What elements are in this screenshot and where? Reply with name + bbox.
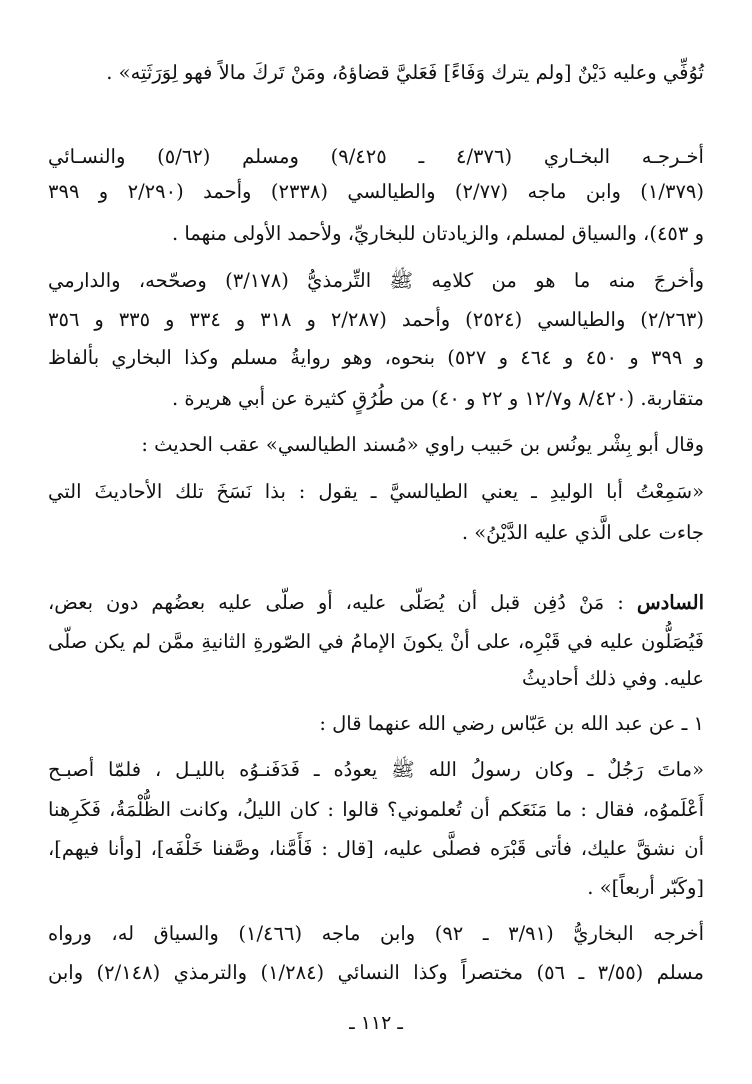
text-line: أن نشقَّ عليك، فأتى قَبْرَه فصلَّى عليه، [قال : فَأَمَّنا، وصَّفنا خَلْفَه]، [وأنا فيهم]، (48, 837, 704, 860)
text-line: جاءت على الَّذي عليه الدَّيْنُ» . (461, 521, 704, 544)
text-run: : مَنْ دُفِن قبل أن يُصَلّى عليه، أو صلّى عليه بعضُهم دون بعض، (48, 591, 637, 614)
text-line: [وكَبّر أربعاً]» . (587, 876, 704, 899)
section-lead-word: السادس (636, 591, 704, 614)
text-line: مسلم (٣/٥٥ ـ ٥٦) مختصراً وكذا النسائي (١/٢٨٤) والترمذي (٢/١٤٨) وابن (48, 961, 704, 984)
text-line: أخـرجـه البخـاري (٤/٣٧٦ ـ ٩/٤٢٥) ومسلم (٥/٦٢) والنسـائي (48, 145, 704, 168)
text-line: تُوُفِّي وعليه دَيْنٌ [ولم يترك وَفَاءً] فَعَليَّ قضاؤهُ، ومَنْ تَركَ مالاً فهو لِوَرَثَتِه» . (106, 61, 704, 84)
text-line: وأخرجَ منه ما هو من كلامِه ﷺ التِّرمذيُّ (٣/١٧٨) وصحّحه، والدارمي (48, 269, 704, 292)
text-line: ١ ـ عن عبد الله بن عَبّاس رضي الله عنهما قال : (319, 712, 704, 735)
text-line: فَيُصَلُّون عليه في قَبْرِه، على أنْ يكونَ الإمامُ في الصّورةِ الثانيةِ ممَّن لم يكن صلّى (48, 630, 704, 653)
text-line: «سَمِعْتُ أبا الوليدِ ـ يعني الطيالسيَّ ـ يقول : بذا نَسَخَ تلك الأحاديثَ التي (48, 480, 704, 503)
text-line: و ٣٩٩ و ٤٥٠ و ٤٦٤ و ٥٢٧) بنحوه، وهو روايةُ مسلم وكذا البخاري بألفاظ (48, 346, 704, 369)
text-line (48, 588, 704, 618)
text-line: و ٤٥٣)، والسياق لمسلم، والزيادتان للبخاريِّ، ولأحمد الأولى منهما . (171, 222, 704, 245)
text-line: (٢/٢٦٣) والطيالسي (٢٥٢٤) وأحمد (٢/٢٨٧ و ٣١٨ و ٣٣٤ و ٣٣٥ و ٣٥٦ (48, 308, 704, 331)
text-line: أخرجه البخاريُّ (٣/٩١ ـ ٩٢) وابن ماجه (١/٤٦٦) والسياق له، ورواه (48, 922, 704, 945)
text-line: وقال أبو بِشْر يونُس بن حَبيب راوي «مُسند الطيالسي» عقب الحديث : (141, 433, 704, 456)
page-number: ـ ١١٢ ـ (349, 1012, 403, 1034)
text-line: متقاربة. (٨/٤٢٠ و١٢/٧ و ٢٢ و ٤٠) من طُرُقٍ كثيرة عن أبي هريرة . (171, 387, 704, 410)
text-line: عليه. وفي ذلك أحاديثُ (522, 667, 704, 690)
text-line: «ماتَ رَجُلٌ ـ وكان رسولُ الله ﷺ يعودُه ـ فَدَفَنـوُه بالليـل ، فلمّا أصبـح (48, 758, 704, 781)
text-line: (١/٣٧٩) وابن ماجه (٢/٧٧) والطيالسي (٢٣٣٨) وأحمد (٢/٢٩٠ و ٣٩٩ (48, 180, 704, 203)
text-line: أَعْلَموُه، فقال : ما مَنَعَكم أن تُعلموني؟ قالوا : كان الليلُ، وكانت الظُّلْمَةُ، فَكَرِهنا (48, 798, 704, 821)
